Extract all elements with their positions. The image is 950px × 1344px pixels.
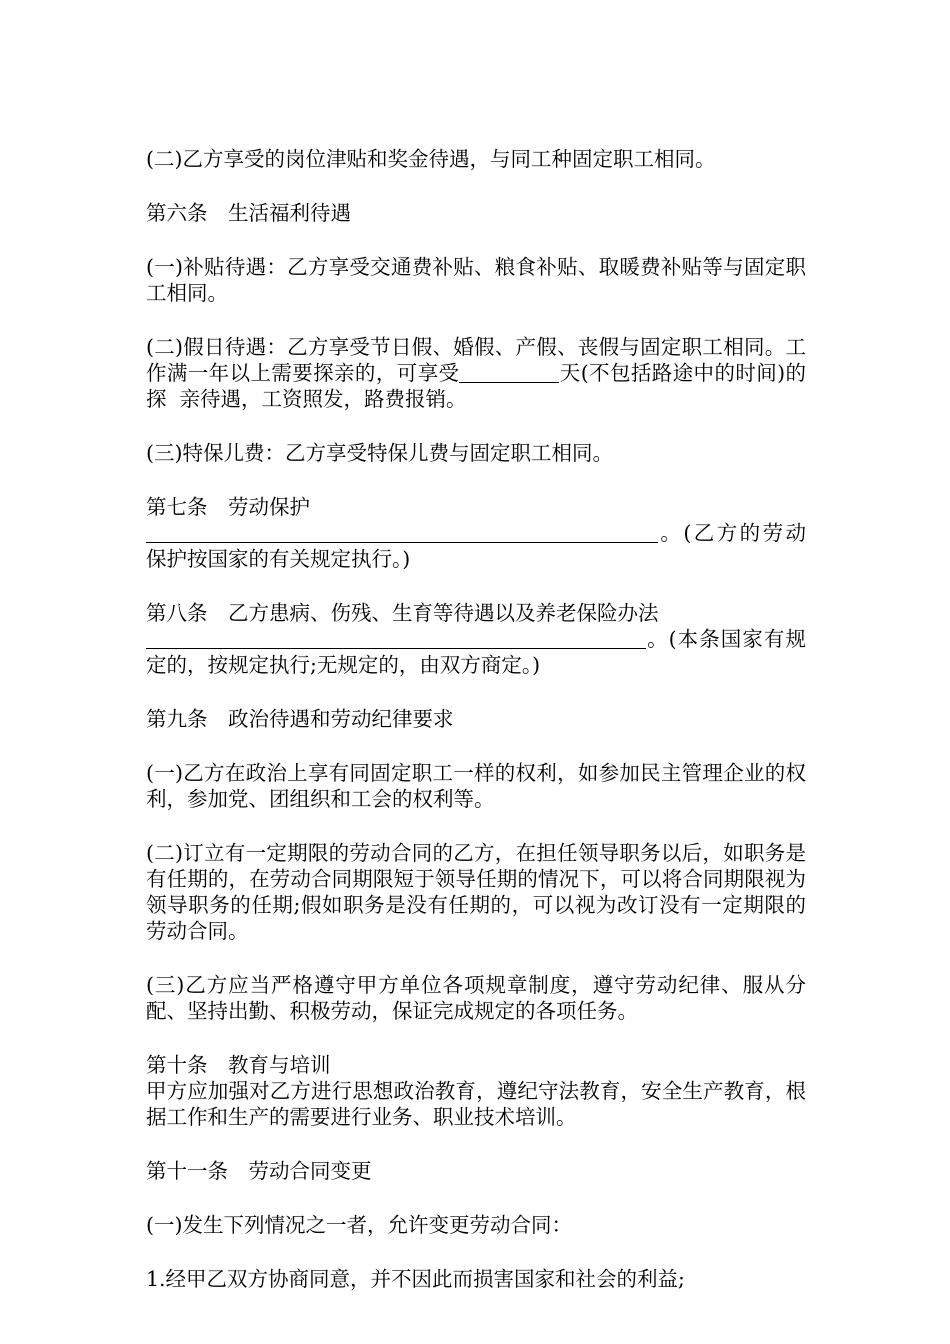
- article-7-block: [146, 494, 806, 572]
- article-9-leadership: (二)订立有一定期限的劳动合同的乙方，在担任领导职务以后，如职务是有任期的，在劳动合同期限短于领导任期的情况下，可以将合同期限视为领导职务的任期;假如职务是没有任期的，可以视为改订没有一定期限的劳动合同。: [146, 841, 806, 943]
- article-6-heading: 第六条 生活福利待遇: [146, 201, 351, 225]
- article-9-heading: 第九条 政治待遇和劳动纪律要求: [146, 707, 454, 731]
- article-8-note: 。(本条国家有规定的，按规定执行;无规定的，由双方商定。): [146, 627, 806, 677]
- fill-in-blank-insurance[interactable]: [146, 628, 646, 649]
- article-10-block: [146, 1052, 806, 1130]
- article-10-body: 甲方应加强对乙方进行思想政治教育，遵纪守法教育，安全生产教育，根据工作和生产的需要进行业务、职业技术培训。: [146, 1079, 806, 1129]
- article-9-discipline: (三)乙方应当严格遵守甲方单位各项规章制度，遵守劳动纪律、服从分配、坚持出勤、积极劳动，保证完成规定的各项任务。: [146, 973, 806, 1023]
- fill-in-blank-protection[interactable]: [146, 522, 658, 543]
- article-6-subsidy: (一)补贴待遇：乙方享受交通费补贴、粮食补贴、取暖费补贴等与固定职工相同。: [146, 255, 806, 305]
- article-6-childcare: (三)特保儿费：乙方享受特保儿费与固定职工相同。: [146, 441, 613, 465]
- article-6-holiday: [146, 334, 806, 412]
- article-6-holiday-post: 天(不包括路途中的时间)的探 亲待遇，工资照发，路费报销。: [146, 361, 807, 411]
- article-9-rights: (一)乙方在政治上享有同固定职工一样的权利，如参加民主管理企业的权利，参加党、团组织和工会的权利等。: [146, 761, 806, 811]
- article-7-heading: 第七条 劳动保护: [146, 495, 310, 519]
- fill-in-blank-days[interactable]: [459, 362, 559, 383]
- article-7-body: [146, 520, 806, 572]
- document-body: [146, 146, 806, 1320]
- article-8-heading: 第八条 乙方患病、伤残、生育等待遇以及养老保险办法: [146, 601, 659, 625]
- article-11-item-1: 1.经甲乙双方协商同意，并不因此而损害国家和社会的利益;: [146, 1267, 685, 1291]
- article-11-heading: 第十一条 劳动合同变更: [146, 1159, 372, 1183]
- paragraph-allowance: (二)乙方享受的岗位津贴和奖金待遇，与同工种固定职工相同。: [146, 147, 716, 171]
- article-10-heading: 第十条 教育与培训: [146, 1053, 331, 1077]
- article-6-holiday-pre: (二)假日待遇：乙方享受节日假、婚假、产假、丧假与固定职工相同。工作满一年以上需要探亲的，可享受: [146, 335, 806, 385]
- article-11-conditions: (一)发生下列情况之一者，允许变更劳动合同：: [146, 1213, 572, 1237]
- article-7-note: 。(乙方的劳动保护按国家的有关规定执行。): [146, 521, 806, 571]
- article-8-body: [146, 626, 806, 678]
- article-8-block: [146, 600, 806, 678]
